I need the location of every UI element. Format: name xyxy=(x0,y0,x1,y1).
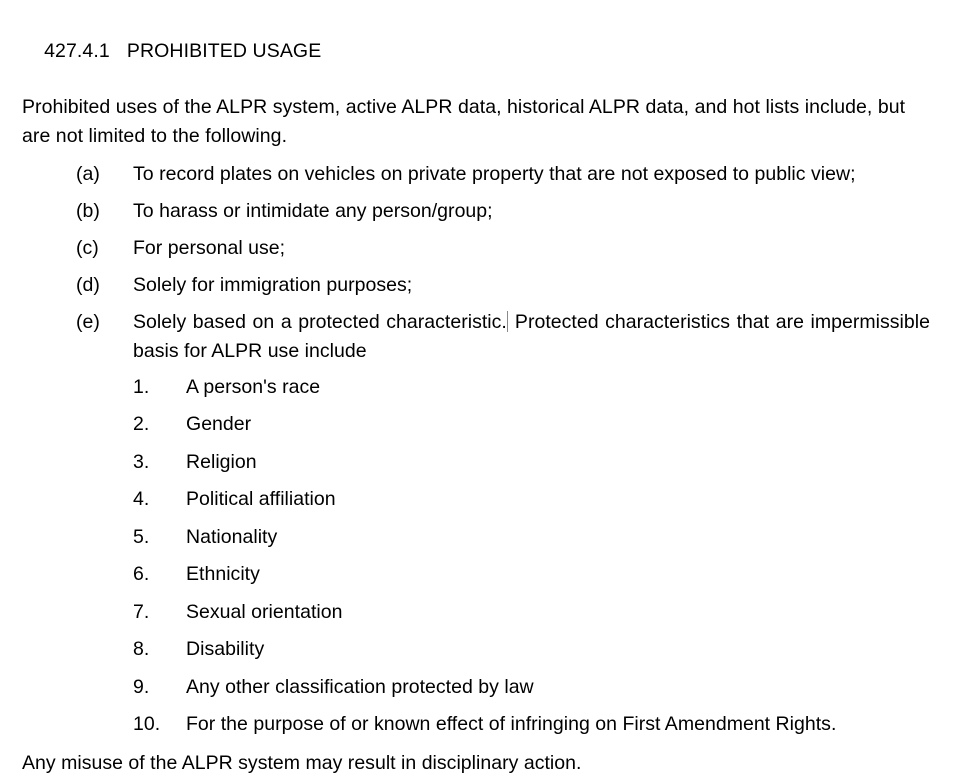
list-item-text-after-caret: Protected characteristics that are impermissible basis for ALPR use include xyxy=(133,311,930,362)
list-item-text: Any other classification protected by law xyxy=(186,675,534,698)
closing-paragraph: Any misuse of the ALPR system may result in disciplinary action. xyxy=(22,751,582,774)
list-item-marker: 1. xyxy=(133,375,150,398)
list-item-text: Sexual orientation xyxy=(186,600,343,623)
list-item-marker: (d) xyxy=(76,274,100,296)
list-item-marker: (e) xyxy=(76,311,100,333)
list-item xyxy=(22,486,930,514)
list-item-marker: (a) xyxy=(76,163,100,185)
list-item xyxy=(22,271,930,300)
list-item-marker: 3. xyxy=(133,450,150,473)
list-item-marker: 5. xyxy=(133,525,150,548)
prohibited-uses-list xyxy=(22,160,930,365)
list-item-text: To record plates on vehicles on private property that are not exposed to public view; xyxy=(133,163,856,185)
intro-paragraph: Prohibited uses of the ALPR system, active ALPR data, historical ALPR data, and hot lists include, but are not limited to the following. xyxy=(22,96,906,147)
list-item-marker: 2. xyxy=(133,413,150,435)
list-item xyxy=(22,160,930,189)
list-item xyxy=(22,197,930,226)
list-item-text: Disability xyxy=(186,638,265,660)
list-item-text: Solely for immigration purposes; xyxy=(133,274,413,296)
list-item-text: A person's race xyxy=(186,375,321,398)
list-item xyxy=(22,561,930,589)
list-item xyxy=(22,636,930,664)
list-item-marker: 4. xyxy=(133,488,150,510)
list-item-text: Ethnicity xyxy=(186,563,260,585)
list-item xyxy=(22,411,930,439)
section-heading xyxy=(22,9,930,93)
section-title: PROHIBITED USAGE xyxy=(126,40,322,62)
list-item-marker: (c) xyxy=(76,237,99,259)
list-item xyxy=(22,234,930,263)
list-item-marker: 9. xyxy=(133,675,150,698)
list-item-text: Nationality xyxy=(186,525,278,548)
protected-characteristics-list xyxy=(22,374,930,739)
list-item xyxy=(22,308,930,365)
list-item-text[interactable] xyxy=(133,308,930,365)
list-item-marker: 6. xyxy=(133,563,150,585)
list-item xyxy=(22,374,930,402)
list-item-marker: 7. xyxy=(133,600,150,623)
list-item-text: Political affiliation xyxy=(186,488,336,510)
list-item-text: Religion xyxy=(186,450,257,473)
list-item-text-before-caret: Solely based on a protected characteristic. xyxy=(133,311,507,333)
list-item-text: For the purpose of or known effect of infringing on First Amendment Rights. xyxy=(186,713,837,735)
section-number: 427.4.1 xyxy=(44,40,110,62)
list-item-marker: 10. xyxy=(133,713,161,735)
list-item-text: For personal use; xyxy=(133,237,286,259)
list-item xyxy=(22,711,930,739)
list-item-text: To harass or intimidate any person/group; xyxy=(133,200,493,222)
list-item xyxy=(22,449,930,477)
list-item-marker: (b) xyxy=(76,200,100,222)
list-item xyxy=(22,674,930,702)
list-item xyxy=(22,599,930,627)
list-item-text: Gender xyxy=(186,413,252,435)
list-item-marker: 8. xyxy=(133,638,150,660)
list-item xyxy=(22,524,930,552)
